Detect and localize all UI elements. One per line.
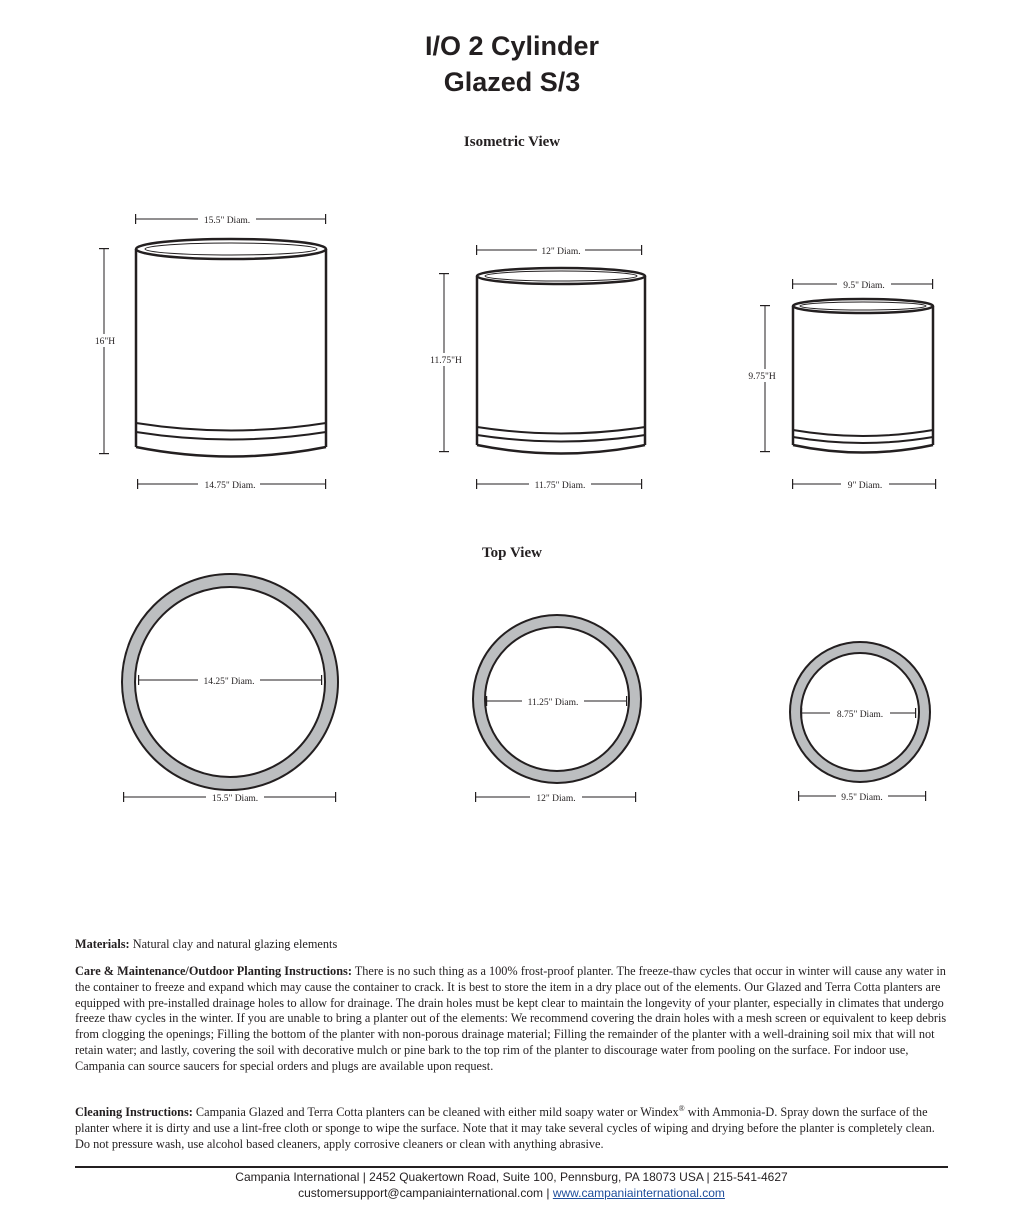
footer-email[interactable]: customersupport@campaniainternational.com <box>298 1186 544 1200</box>
small-top-diameter-label: 9.5" Diam. <box>843 281 885 291</box>
isometric-view-heading: Isometric View <box>463 134 561 150</box>
cleaning-label: Cleaning Instructions: <box>75 1105 193 1120</box>
small-inner-diameter-label: 8.75" Diam. <box>836 710 884 720</box>
large-height-label: 16"H <box>94 337 116 347</box>
small-outer-diameter-label: 9.5" Diam. <box>841 793 883 803</box>
care-paragraph <box>75 964 951 1075</box>
care-label: Care & Maintenance/Outdoor Planting Instructions: <box>75 964 352 978</box>
medium-top-diameter-label: 12" Diam. <box>541 247 581 257</box>
large-bottom-diameter-label: 14.75" Diam. <box>204 481 256 491</box>
medium-cylinder-isometric <box>477 268 645 454</box>
materials-paragraph <box>75 937 951 953</box>
small-bottom-diameter-label: 9" Diam. <box>847 481 883 491</box>
large-top-diameter-label: 15.5" Diam. <box>203 216 251 226</box>
medium-inner-diameter-label: 11.25" Diam. <box>527 698 579 708</box>
medium-cylinder-dimensions <box>444 250 642 484</box>
cleaning-paragraph <box>75 1101 951 1152</box>
medium-outer-diameter-label: 12" Diam. <box>536 794 576 804</box>
materials-label: Materials: <box>75 937 130 951</box>
footer-address: Campania International | 2452 Quakertown Road, Suite 100, Pennsburg, PA 18073 USA | 215-541-4627 <box>235 1170 788 1184</box>
materials-text: Natural clay and natural glazing elements <box>129 937 338 951</box>
footer-separator: | <box>543 1186 553 1200</box>
top-view-heading: Top View <box>482 545 542 561</box>
footer-contact <box>75 1186 948 1201</box>
product-title-line1: I/O 2 Cylinder <box>424 31 600 61</box>
large-outer-diameter-label: 15.5" Diam. <box>211 794 259 804</box>
small-cylinder-isometric <box>793 299 933 453</box>
product-title-line2: Glazed S/3 <box>443 67 581 97</box>
cleaning-text-after: with Ammonia-D. Spray down the surface of the planter where it is dirty and use a lint-free cloth or sponge to wipe the surface. Note that it may take several cycles of wiping and drying before the planter is completely clean. Do not pressure wash, use alcohol based cleaners, apply corrosive cleaners or clean with anything abrasive. <box>75 1105 935 1151</box>
small-height-label: 9.75"H <box>748 372 776 382</box>
medium-height-label: 11.75"H <box>430 356 462 366</box>
medium-bottom-diameter-label: 11.75" Diam. <box>534 481 586 491</box>
footer-divider <box>75 1166 948 1168</box>
care-text: There is no such thing as a 100% frost-proof planter. The freeze-thaw cycles that occur in winter will cause any water in the container to freeze and expand which may cause the container to crack. It is best to store the item in a dry place out of the elements. Our Glazed and Terra Cotta planters are equipped with pre-installed drainage holes to allow for drainage. The drain holes must be kept clear to maintain the longevity of your planter, especially in climates that undergo freeze thaw cycles in the winter. If you are unable to bring a planter out of the elements: We recommend covering the drain holes with a mesh screen or equivalent to keep debris from clogging the openings; Filling the bottom of the planter with non-porous drainage material; Filling the remainder of the planter with a well-draining soil mix that will not retain water; and lastly, covering the soil with decorative mulch or pine bark to the top rim of the planter to discourage water from pooling on the surface. For indoor use, Campania can source saucers for special orders and plugs are available upon request. <box>75 964 947 1073</box>
footer-website-link[interactable]: www.campaniainternational.com <box>552 1186 725 1200</box>
large-inner-diameter-label: 14.25" Diam. <box>203 677 255 687</box>
registered-mark: ® <box>678 1104 685 1113</box>
cleaning-text-before: Campania Glazed and Terra Cotta planters can be cleaned with either mild soapy water or Windex <box>192 1105 679 1120</box>
large-cylinder-isometric <box>136 239 326 457</box>
